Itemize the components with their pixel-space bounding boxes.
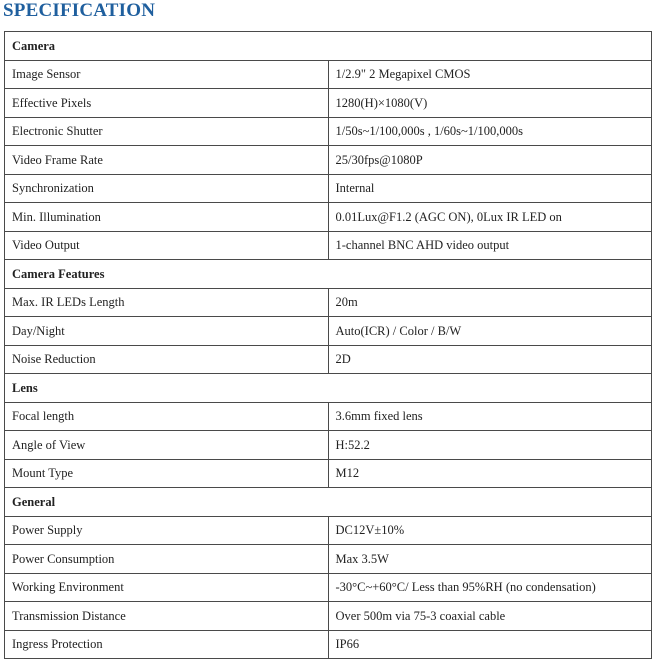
section-title: Camera xyxy=(5,32,652,61)
section-title: Camera Features xyxy=(5,260,652,289)
spec-value: Over 500m via 75-3 coaxial cable xyxy=(328,602,652,631)
table-row xyxy=(5,459,652,488)
specification-table-body xyxy=(5,32,652,659)
spec-label: Video Output xyxy=(5,231,329,260)
spec-value: Auto(ICR) / Color / B/W xyxy=(328,317,652,346)
spec-value: 0.01Lux@F1.2 (AGC ON), 0Lux IR LED on xyxy=(328,203,652,232)
table-row xyxy=(5,89,652,118)
table-row xyxy=(5,602,652,631)
table-row xyxy=(5,60,652,89)
spec-label: Min. Illumination xyxy=(5,203,329,232)
table-row xyxy=(5,630,652,659)
spec-label: Max. IR LEDs Length xyxy=(5,288,329,317)
spec-value: H:52.2 xyxy=(328,431,652,460)
spec-label: Effective Pixels xyxy=(5,89,329,118)
table-row xyxy=(5,431,652,460)
spec-value: 1280(H)×1080(V) xyxy=(328,89,652,118)
spec-label: Video Frame Rate xyxy=(5,146,329,175)
section-header-row xyxy=(5,32,652,61)
spec-label: Electronic Shutter xyxy=(5,117,329,146)
table-row xyxy=(5,516,652,545)
spec-value: IP66 xyxy=(328,630,652,659)
spec-label: Noise Reduction xyxy=(5,345,329,374)
spec-value: 3.6mm fixed lens xyxy=(328,402,652,431)
table-row xyxy=(5,545,652,574)
spec-value: 25/30fps@1080P xyxy=(328,146,652,175)
table-row xyxy=(5,146,652,175)
page-title: SPECIFICATION xyxy=(3,0,156,21)
section-header-row xyxy=(5,374,652,403)
spec-value: 20m xyxy=(328,288,652,317)
table-row xyxy=(5,231,652,260)
specification-table xyxy=(4,31,652,659)
section-title: Lens xyxy=(5,374,652,403)
spec-label: Power Supply xyxy=(5,516,329,545)
spec-value: 2D xyxy=(328,345,652,374)
section-header-row xyxy=(5,260,652,289)
table-row xyxy=(5,317,652,346)
spec-value: DC12V±10% xyxy=(328,516,652,545)
spec-value: 1/50s~1/100,000s , 1/60s~1/100,000s xyxy=(328,117,652,146)
section-title: General xyxy=(5,488,652,517)
spec-label: Mount Type xyxy=(5,459,329,488)
spec-value: 1-channel BNC AHD video output xyxy=(328,231,652,260)
table-row xyxy=(5,288,652,317)
spec-label: Power Consumption xyxy=(5,545,329,574)
spec-label: Working Environment xyxy=(5,573,329,602)
table-row xyxy=(5,203,652,232)
spec-value: Internal xyxy=(328,174,652,203)
table-row xyxy=(5,117,652,146)
spec-value: M12 xyxy=(328,459,652,488)
spec-value: -30°C~+60°C/ Less than 95%RH (no condensation) xyxy=(328,573,652,602)
spec-label: Synchronization xyxy=(5,174,329,203)
spec-label: Image Sensor xyxy=(5,60,329,89)
spec-label: Day/Night xyxy=(5,317,329,346)
section-header-row xyxy=(5,488,652,517)
table-row xyxy=(5,402,652,431)
spec-label: Focal length xyxy=(5,402,329,431)
spec-label: Transmission Distance xyxy=(5,602,329,631)
spec-value: Max 3.5W xyxy=(328,545,652,574)
table-row xyxy=(5,174,652,203)
table-row xyxy=(5,345,652,374)
table-row xyxy=(5,573,652,602)
spec-value: 1/2.9" 2 Megapixel CMOS xyxy=(328,60,652,89)
spec-label: Angle of View xyxy=(5,431,329,460)
spec-label: Ingress Protection xyxy=(5,630,329,659)
